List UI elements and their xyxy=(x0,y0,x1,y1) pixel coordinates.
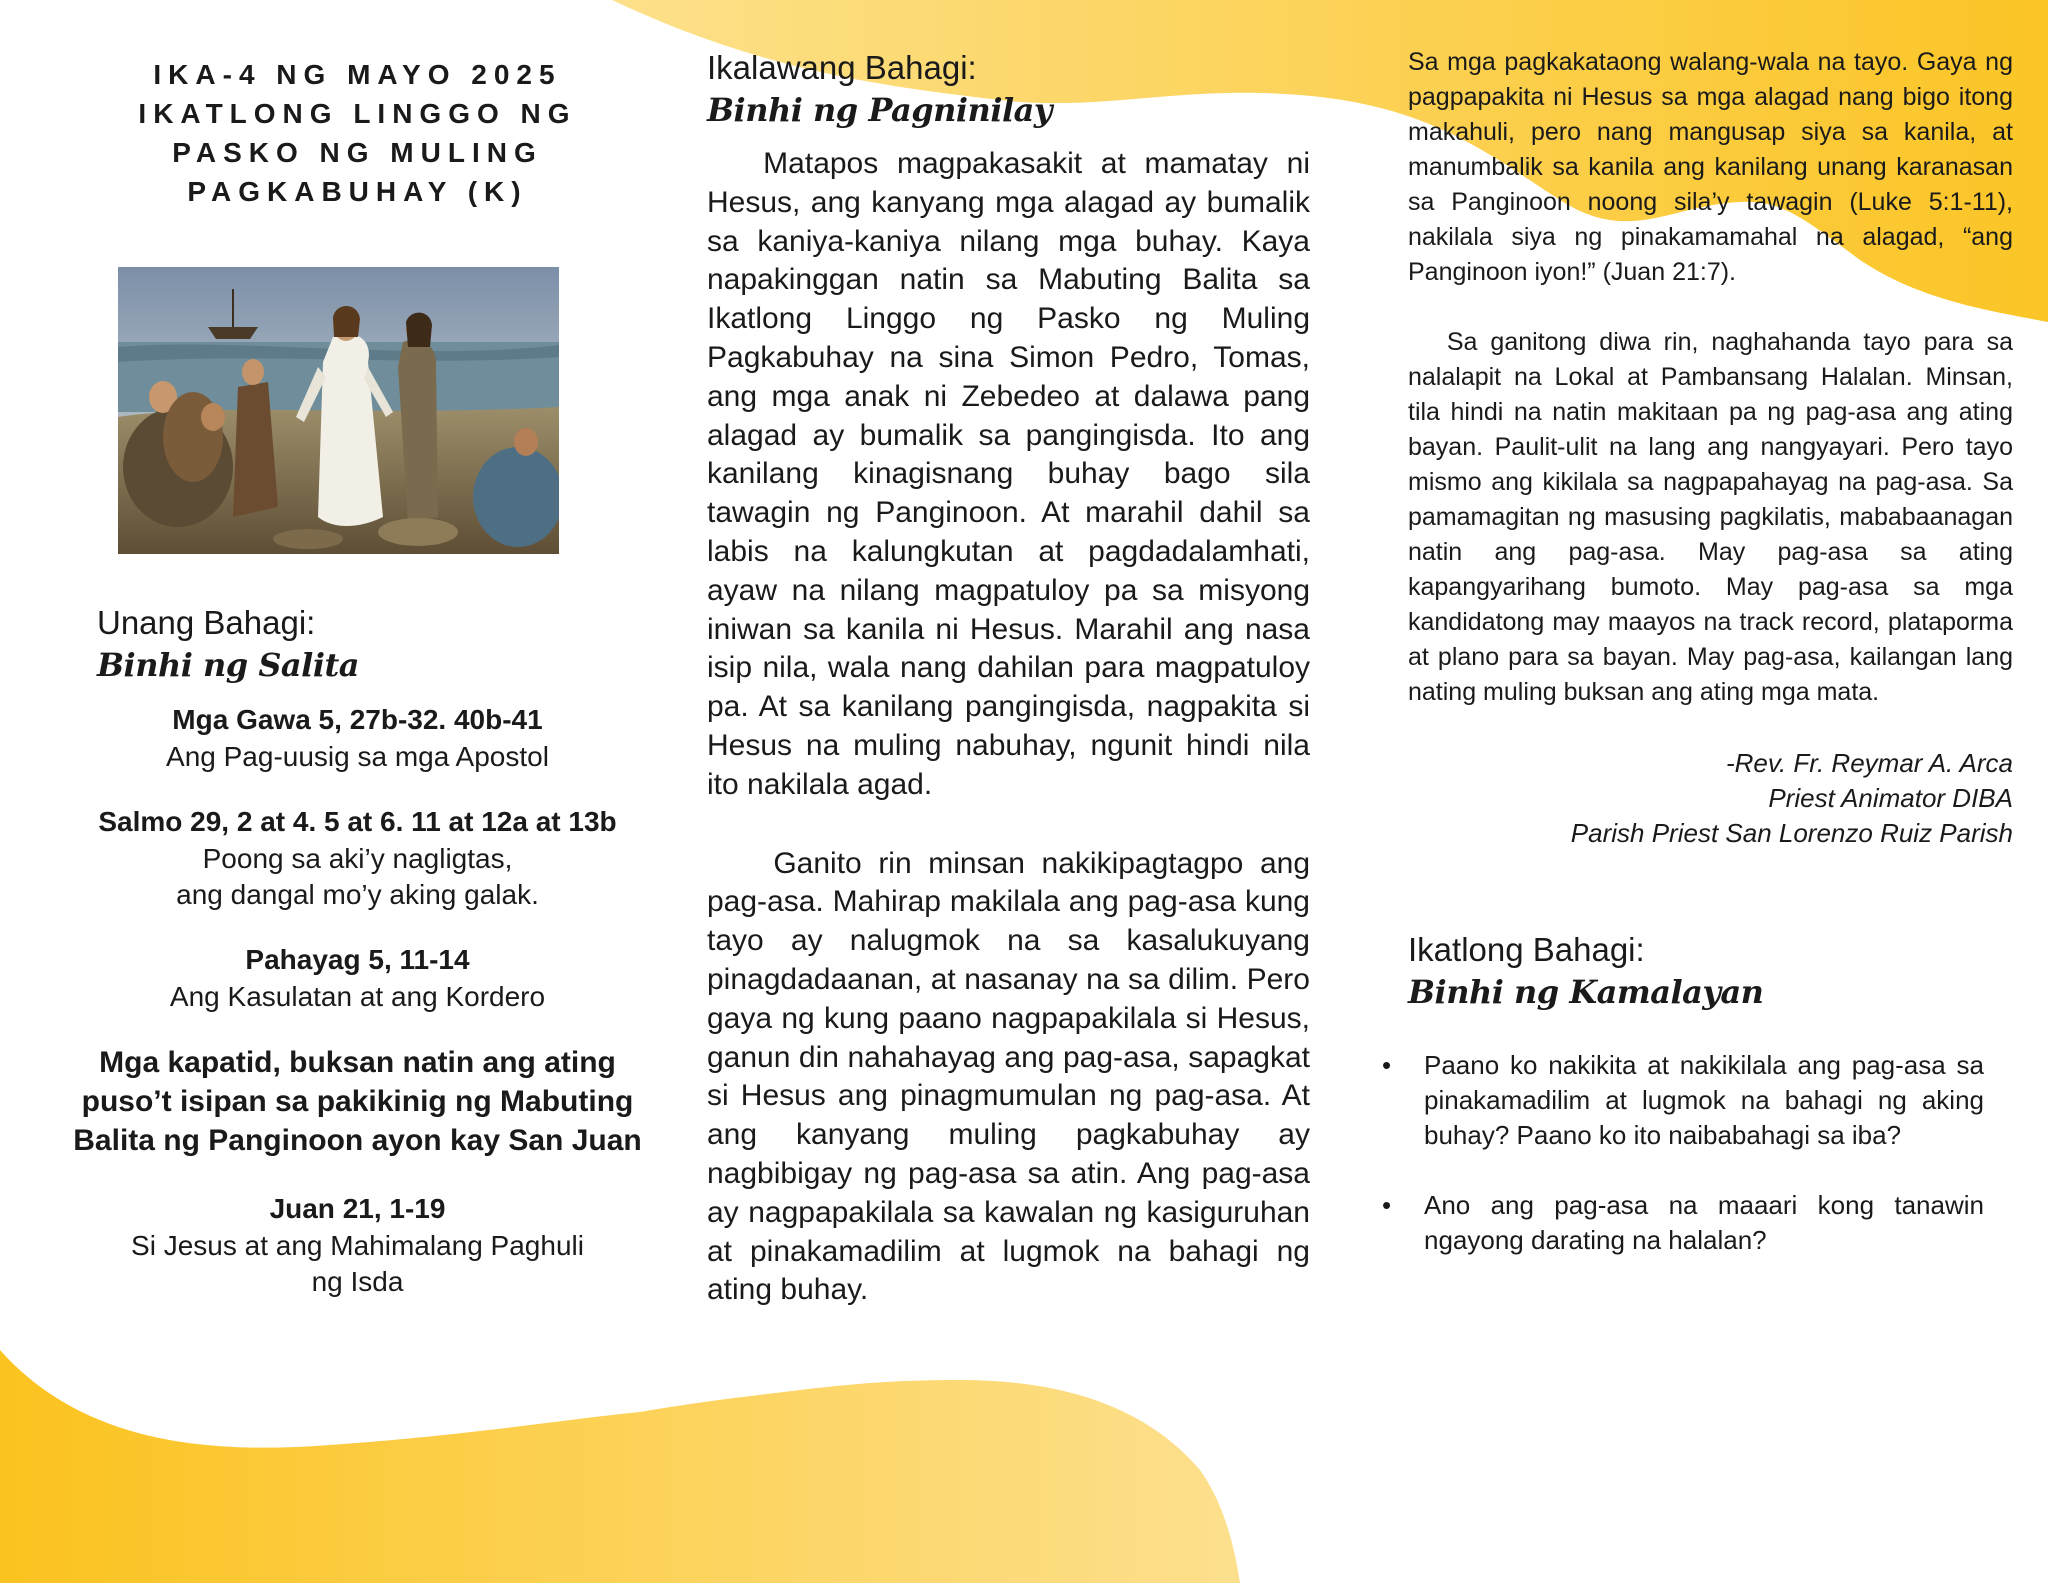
psalm-response-line: ang dangal mo’y aking galak. xyxy=(176,879,539,910)
question-item xyxy=(1382,1048,1984,1153)
gospel-ref: Juan 21, 1-19 xyxy=(269,1193,446,1224)
signature-line: -Rev. Fr. Reymar A. Arca xyxy=(1726,748,2013,778)
readings-list xyxy=(70,701,645,1300)
title-line: IKATLONG LINGGO NG xyxy=(138,98,577,129)
question-text: Ano ang pag-asa na maaari kong tanawin ngayong darating na halalan? xyxy=(1424,1190,1984,1255)
column-right xyxy=(1382,45,2013,1293)
reflection-questions xyxy=(1382,1048,2013,1258)
gospel-item xyxy=(70,1190,645,1300)
reflection-paragraph: Matapos magpakasakit at mamatay ni Hesus, ang kanyang mga alagad ay bumalik sa kaniya-kaniya nilang mga buhay. Kaya napakinggan natin sa Mabuting Balita sa Ikatlong Linggo ng Pasko ng Muling Pagkabuhay na sina Simon Pedro, Tomas, ang mga anak ni Zebedeo at dalawa pang alagad ay bumalik sa pangingisda. Ito ang kanilang kinagisnang buhay bago sila tawagin ng Panginoon. At marahil dahil sa labis na kalungkutan at pagdadalamhati, ayaw na nilang magpatuloy pa sa misyong iniwan sa kanila ni Hesus. Marahil ang nasa isip nila, wala nang dahilan para magpatuloy pa. At sa kanilang pangingisda, nagpakita si Hesus na muling nabuhay, ngunit hindi nila ito nakilala agad. xyxy=(707,147,1310,801)
gospel-title-line: Si Jesus at ang Mahimalang Paghuli xyxy=(131,1230,584,1261)
bullet-icon: • xyxy=(1382,1050,1392,1080)
jesus-with-apostles-painting xyxy=(118,267,559,554)
question-text: Paano ko nakikita at nakikilala ang pag-asa sa pinakamadilim at lugmok na bahagi ng aking buhay? Paano ko ito naibabahagi sa iba? xyxy=(1424,1050,1984,1150)
column-left xyxy=(70,55,645,1328)
signature-line: Parish Priest San Lorenzo Ruiz Parish xyxy=(1570,818,2013,848)
question-item xyxy=(1382,1188,1984,1258)
section2-subtitle: Binhi ng Pagninilay xyxy=(707,91,1052,129)
reflection-paragraph: Sa mga pagkakataong walang-wala na tayo. Gaya ng pagpapakita ni Hesus sa mga alagad nang bigo itong makahuli, pero nang mangusap siya sa kanila, at manumbalik sa kanila ang kanilang unang karanasan sa Panginoon noong sila’y tawagin (Luke 5:1-11), nakilala siya ng pinakamamahal na alagad, “ang Panginoon iyon!” (Juan 21:7). xyxy=(1408,48,2013,286)
reflection-paragraph: Ganito rin minsan nakikipagtagpo ang pag-asa. Mahirap makilala ang pag-asa kung tayo ay nalugmok na sa kasalukuyang pinagdadaanan, at nasanay na sa dilim. Pero gaya ng kung paano nagpapakilala si Hesus, ganun din nahahayag ang pag-asa, sapagkat si Hesus ang pinagmumulan ng pag-asa. At ang kanyang muling pagkabuhay ay nagbibigay ng pag-asa sa atin. Ang pag-asa ay nagpapakilala sa kawalan ng kasiguruhan at pinakamadilim at lugmok na bahagi ng ating buhay. xyxy=(707,846,1310,1307)
signature-line: Priest Animator DIBA xyxy=(1768,783,2013,813)
reading-item xyxy=(70,803,645,913)
reflection-paragraph: Sa ganitong diwa rin, naghahanda tayo para sa nalalapit na Lokal at Pambansang Halalan. Minsan, tila hindi na natin makitaan pa ng pag-asa ang ating bayan. Paulit-ulit na lang ang nangyayari. Pero tayo mismo ang kikilala sa nagpapahayag na pag-asa. Sa pamamagitan ng masusing pagkilatis, mababaanagan natin ang pag-asa. May pag-asa sa ating kapangyarihang bumoto. May pag-asa sa mga kandidatong may maayos na track record, plataporma at plano para sa bayan. May pag-asa, kailangan lang nating muling buksan ang ating mga mata. xyxy=(1408,328,2013,706)
bullet-icon: • xyxy=(1382,1190,1392,1220)
reading-ref: Pahayag 5, 11-14 xyxy=(245,944,470,975)
reading-ref: Mga Gawa 5, 27b-32. 40b-41 xyxy=(172,704,543,735)
section3-subtitle: Binhi ng Kamalayan xyxy=(1408,973,1764,1011)
sunday-title xyxy=(70,55,645,211)
gospel-title-line: ng Isda xyxy=(311,1266,404,1297)
title-line: IKA-4 NG MAYO 2025 xyxy=(153,59,562,90)
section2-heading: Ikalawang Bahagi: xyxy=(707,49,977,86)
title-line: PASKO NG MULING xyxy=(172,137,543,168)
title-line: PAGKABUHAY (K) xyxy=(187,176,528,207)
section1-subtitle: Binhi ng Salita xyxy=(97,646,359,684)
column-middle xyxy=(707,48,1310,1310)
section1-heading: Unang Bahagi: xyxy=(97,604,316,641)
section3-heading: Ikatlong Bahagi: xyxy=(1408,931,1645,968)
reading-title: Ang Kasulatan at ang Kordero xyxy=(169,981,546,1012)
reading-item xyxy=(70,701,645,775)
gospel-invitation: Mga kapatid, buksan natin ang ating puso’t isipan sa pakikinig ng Mabuting Balita ng Panginoon ayon kay San Juan xyxy=(73,1046,642,1157)
author-signature xyxy=(1408,746,2013,851)
reading-item xyxy=(70,941,645,1015)
psalm-response-line: Poong sa aki’y nagligtas, xyxy=(202,843,513,874)
bottom-left-wave xyxy=(0,1350,1240,1583)
reading-title: Ang Pag-uusig sa mga Apostol xyxy=(166,741,549,772)
reading-ref: Salmo 29, 2 at 4. 5 at 6. 11 at 12a at 13b xyxy=(98,806,617,837)
